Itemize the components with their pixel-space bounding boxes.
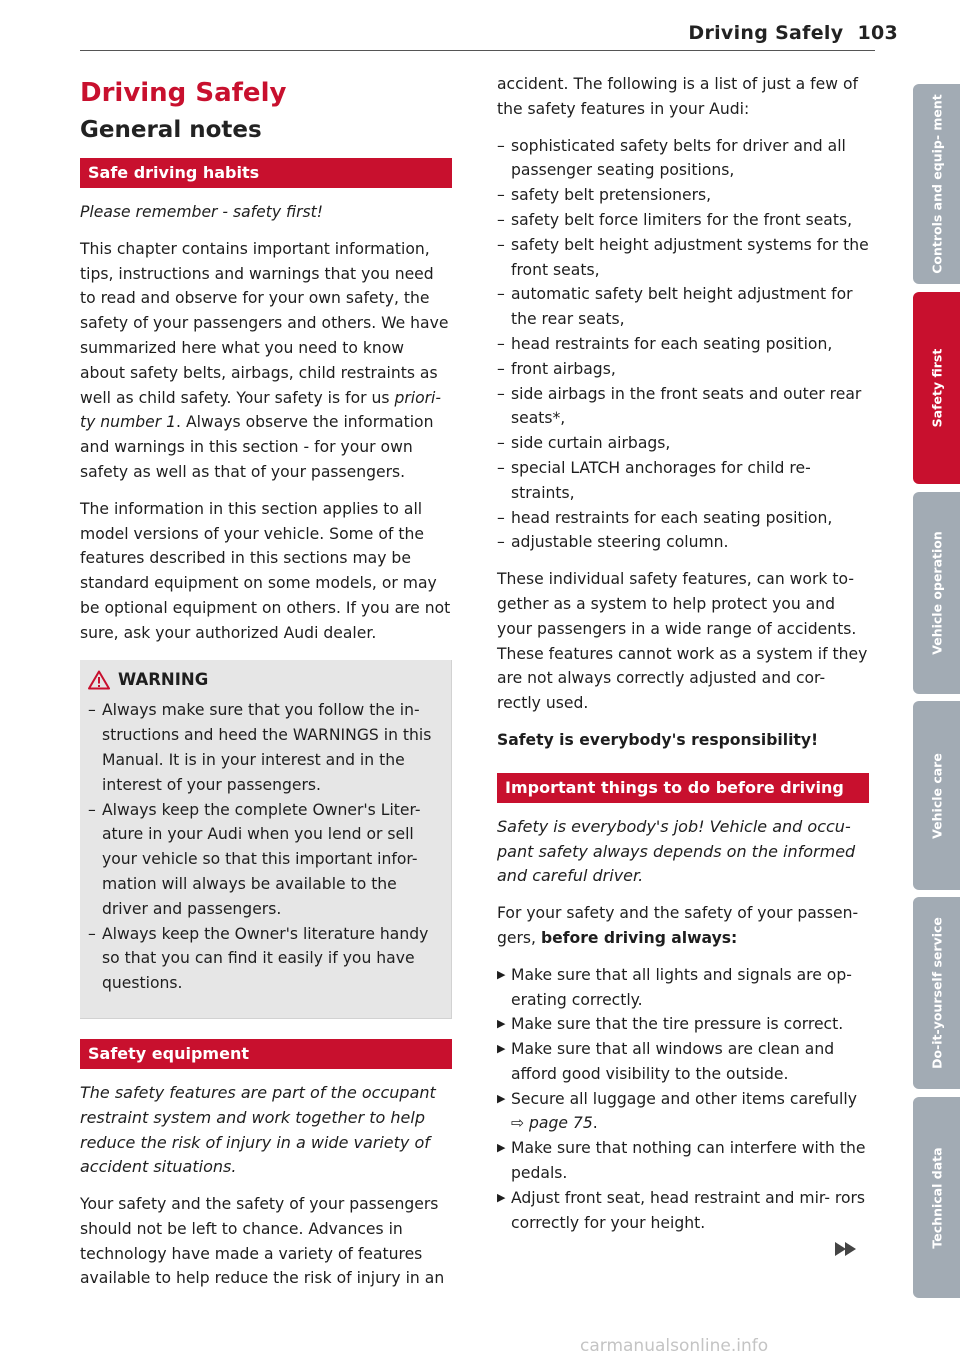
side-tab-label: Technical data <box>929 1146 944 1249</box>
safe-driving-habits-paragraph-1: This chapter contains important information, tips, instructions and warnings that you need to read and observe for your own safety, the safety of your passengers and others. We have summarized here what you need to know about safety belts, airbags, child restraints as well as child safety. Your safety is for us priori- ty number 1. Always observe the information and warnings in this section - for your own safety as well as that of your passengers. <box>80 239 449 481</box>
warning-item: – Always make sure that you follow the in- structions and heed the WARNINGS in this Manual. It is in your interest and in the interest of your passengers. <box>88 698 441 797</box>
safety-feature-item: – front airbags, <box>497 357 869 382</box>
step-arrow-icon: ▶ <box>497 1042 506 1056</box>
side-tab-label: Vehicle care <box>929 752 944 839</box>
section-title: General notes <box>80 117 262 143</box>
warning-header <box>88 660 441 699</box>
responsibility-statement: Safety is everybody's responsibility! <box>497 730 819 749</box>
safety-feature-item: – special LATCH anchorages for child re- straints, <box>497 456 869 506</box>
side-tab-label: Controls and equip- ment <box>929 94 944 274</box>
warning-triangle-icon <box>88 670 110 690</box>
side-tab-label: Safety first <box>929 348 944 428</box>
safe-driving-habits-intro: Please remember - safety first! <box>80 203 324 221</box>
header-rule <box>80 50 875 51</box>
side-tab-vehicle-operation[interactable] <box>913 492 960 694</box>
step-item: ▶ Make sure that nothing can interfere with the pedals. <box>497 1136 869 1186</box>
step-item: ▶ Make sure that all windows are clean and afford good visibility to the outside. <box>497 1037 869 1087</box>
chapter-title: Driving Safely <box>80 78 287 108</box>
step-arrow-icon: ▶ <box>497 967 506 981</box>
warning-item: – Always keep the Owner's literature handy so that you can find it easily if you have questions. <box>88 922 441 996</box>
safe-driving-habits-heading: Safe driving habits <box>80 158 452 188</box>
safety-feature-item: – side airbags in the front seats and outer rear seats*, <box>497 382 869 432</box>
before-driving-paragraph: For your safety and the safety of your passen- gers, before driving always: <box>497 904 859 947</box>
safety-equipment-heading: Safety equipment <box>80 1039 452 1069</box>
running-header-title: Driving Safely <box>688 22 844 44</box>
side-tab-label: Vehicle operation <box>929 531 944 655</box>
safety-feature-item: – head restraints for each seating position, <box>497 506 869 531</box>
safety-features-list <box>497 134 869 556</box>
continue-arrow-icon <box>835 1241 857 1257</box>
running-header <box>688 22 898 44</box>
side-tab-label: Do-it-yourself service <box>929 917 944 1069</box>
step-arrow-icon: ▶ <box>497 1190 506 1204</box>
safety-feature-item: – side curtain airbags, <box>497 431 869 456</box>
warning-list <box>88 698 441 996</box>
step-item: ▶ Make sure that all lights and signals are op- erating correctly. <box>497 963 869 1013</box>
step-item: ▶ Make sure that the tire pressure is correct. <box>497 1012 869 1037</box>
side-tab-controls[interactable] <box>913 84 960 284</box>
safety-feature-item: – automatic safety belt height adjustment for the rear seats, <box>497 282 869 332</box>
safety-equipment-paragraph-1: Your safety and the safety of your passengers should not be left to chance. Advances in technology have made a variety of features available to help reduce the risk of injury in an <box>80 1195 445 1288</box>
step-item: ▶ Secure all luggage and other items carefully ⇨ page 75. <box>497 1087 869 1137</box>
before-driving-heading: Important things to do before driving <box>497 773 869 803</box>
step-arrow-icon: ▶ <box>497 1141 506 1155</box>
side-tab-diy-service[interactable] <box>913 897 960 1089</box>
left-column <box>80 72 452 1303</box>
page-reference-link[interactable]: ⇨ page 75 <box>511 1114 593 1133</box>
side-tab-technical-data[interactable] <box>913 1097 960 1298</box>
before-driving-intro: Safety is everybody's job! Vehicle and occu- pant safety always depends on the informed and careful driver. <box>497 816 856 886</box>
safety-feature-item: – safety belt force limiters for the front seats, <box>497 208 869 233</box>
safety-feature-item: – safety belt height adjustment systems for the front seats, <box>497 233 869 283</box>
step-arrow-icon: ▶ <box>497 1091 506 1105</box>
side-tab-safety-first[interactable] <box>913 292 960 484</box>
safety-equipment-paragraph-1-continued: accident. The following is a list of just a few of the safety features in your Audi: <box>497 75 858 118</box>
warning-label: WARNING <box>118 669 209 689</box>
before-driving-steps <box>497 963 869 1236</box>
right-column <box>497 72 869 1235</box>
safety-equipment-paragraph-2: These individual safety features, can work to- gether as a system to help protect you and your passengers in a wide range of accidents. These features cannot work as a system if they are not always correctly adjusted and cor- rectly used. <box>497 570 868 713</box>
safe-driving-habits-paragraph-2: The information in this section applies to all model versions of your vehicle. Some of the features described in this sections may be standard equipment on some models, or may be optional equipment on others. If you are not sure, ask your authorized Audi dealer. <box>80 499 451 642</box>
step-arrow-icon: ▶ <box>497 1017 506 1031</box>
safety-feature-item: – adjustable steering column. <box>497 530 869 555</box>
warning-box <box>80 660 452 1019</box>
safety-feature-item: – sophisticated safety belts for driver and all passenger seating positions, <box>497 134 869 184</box>
step-item: ▶ Adjust front seat, head restraint and mir- rors correctly for your height. <box>497 1186 869 1236</box>
side-tab-vehicle-care[interactable] <box>913 701 960 890</box>
watermark: carmanualsonline.info <box>580 1336 769 1356</box>
safety-equipment-intro: The safety features are part of the occupant restraint system and work together to help reduce the risk of injury in a wide variety of accident situations. <box>80 1082 436 1177</box>
safety-feature-item: – head restraints for each seating position, <box>497 332 869 357</box>
warning-item: – Always keep the complete Owner's Liter- ature in your Audi when you lend or sell your vehicle so that this important infor- mation will always be available to the driver and passengers. <box>88 798 441 922</box>
page-number: 103 <box>857 22 898 44</box>
safety-feature-item: – safety belt pretensioners, <box>497 183 869 208</box>
